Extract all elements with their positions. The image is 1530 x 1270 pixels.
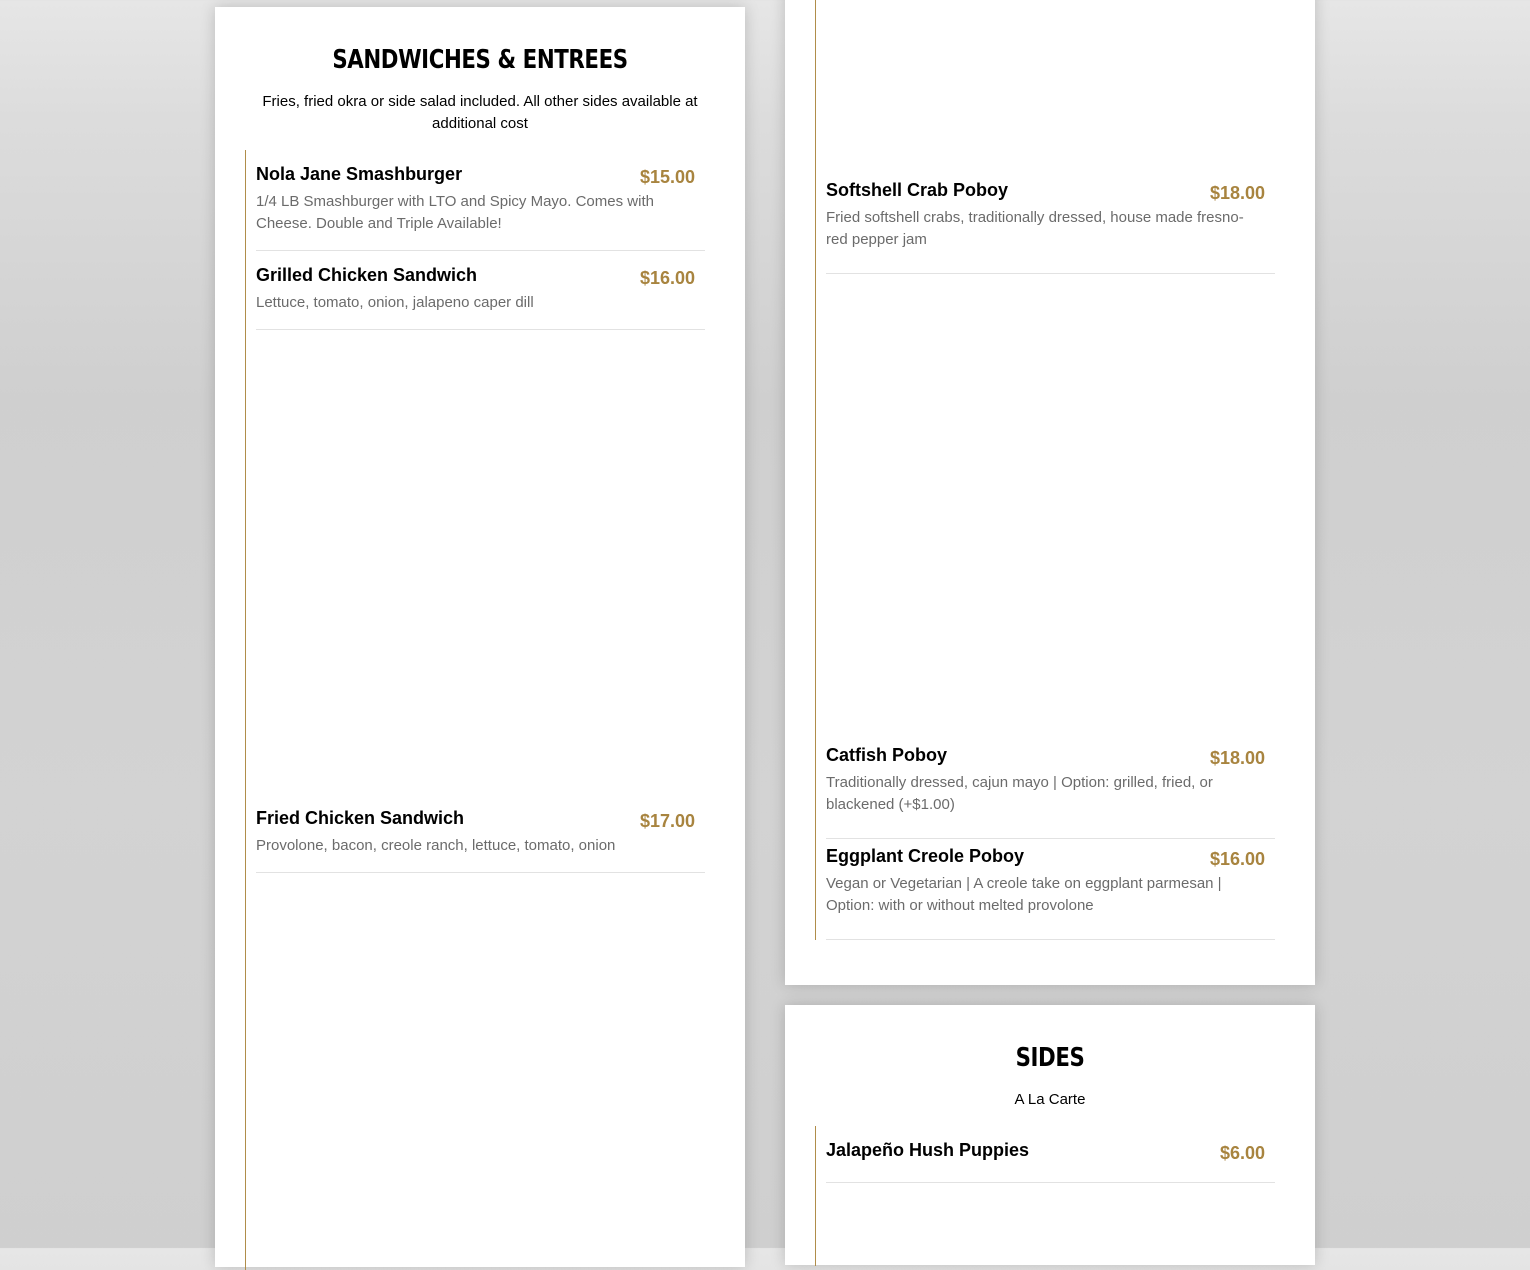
menu-item-description: Traditionally dressed, cajun mayo | Option: grilled, fried, or blackened (+$1.00) [826, 774, 1213, 813]
menu-item-description: Provolone, bacon, creole ranch, lettuce, tomato, onion [256, 837, 616, 854]
menu-item-description: Fried softshell crabs, traditionally dressed, house made fresno-red pepper jam [826, 209, 1244, 248]
menu-item-name: Nola Jane Smashburger [256, 164, 463, 184]
menu-item[interactable] [256, 164, 705, 251]
menu-rule [815, 0, 816, 940]
menu-item-description: 1/4 LB Smashburger with LTO and Spicy Mayo. Comes with Cheese. Double and Triple Available! [256, 193, 654, 232]
menu-item-name: Jalapeño Hush Puppies [826, 1140, 1030, 1160]
menu-item[interactable] [826, 745, 1275, 839]
menu-item[interactable] [256, 808, 705, 873]
menu-item-name: Grilled Chicken Sandwich [256, 265, 478, 285]
section-title-sandwiches: SANDWICHES & ENTREES [332, 45, 628, 75]
menu-item-description: Lettuce, tomato, onion, jalapeno caper dill [256, 294, 534, 311]
section-title-sides: SIDES [1015, 1043, 1085, 1073]
menu-rule [815, 1126, 816, 1266]
menu-item-name: Fried Chicken Sandwich [256, 808, 465, 828]
menu-item-price: $15.00 [639, 167, 695, 187]
menu-rule [245, 150, 246, 1270]
menu-item[interactable] [826, 180, 1275, 274]
poboys-card [785, 0, 1315, 985]
section-subtitle-sides: A La Carte [1014, 1091, 1086, 1108]
menu-item[interactable] [826, 846, 1275, 940]
menu-item[interactable] [826, 1140, 1275, 1183]
sides-card [785, 1005, 1315, 1265]
menu-item-price: $18.00 [1209, 748, 1265, 768]
menu-item-name: Eggplant Creole Poboy [826, 846, 1025, 866]
menu-item-price: $16.00 [639, 268, 695, 288]
menu-item-price: $16.00 [1209, 849, 1265, 869]
menu-item-name: Catfish Poboy [826, 745, 948, 765]
menu-item-price: $18.00 [1209, 183, 1265, 203]
sandwiches-card [215, 7, 745, 1267]
menu-item-description: Vegan or Vegetarian | A creole take on eggplant parmesan | Option: with or without melted provolone [826, 875, 1222, 914]
menu-item-name: Softshell Crab Poboy [826, 180, 1009, 200]
menu-item[interactable] [256, 265, 705, 330]
menu-item-price: $17.00 [639, 811, 695, 831]
menu-item-price: $6.00 [1219, 1143, 1265, 1163]
section-subtitle-sandwiches: Fries, fried okra or side salad included. All other sides available at additional cost [262, 93, 698, 132]
